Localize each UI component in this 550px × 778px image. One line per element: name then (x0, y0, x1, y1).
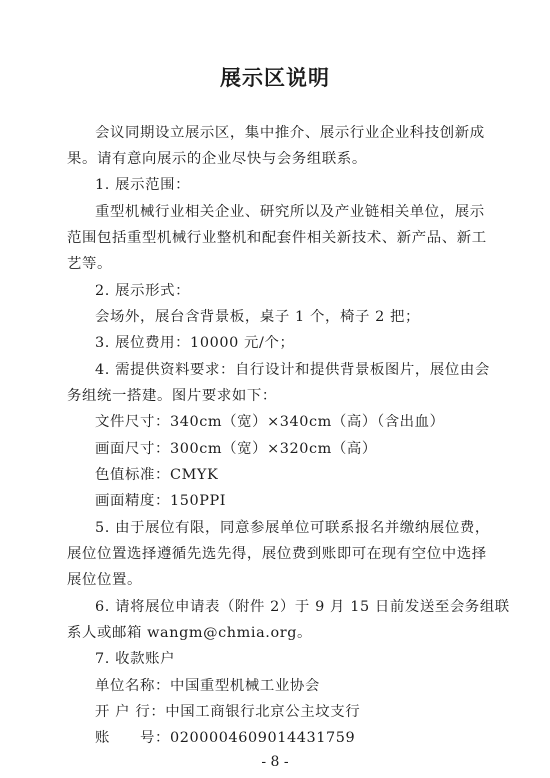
text-line: 7. 收款账户 (95, 651, 176, 667)
text-line: 画面精度：150PPI (95, 493, 227, 509)
text-line: 2. 展示形式： (95, 283, 191, 299)
text-line: 会议同期设立展示区，集中推介、展示行业企业科技创新成 (95, 125, 485, 141)
text-line: 3. 展位费用：10000 元/个； (95, 335, 295, 351)
text-line: 展位位置。 (67, 572, 142, 588)
text-line: 4. 需提供资料要求：自行设计和提供背景板图片，展位由会 (95, 362, 490, 378)
text-line: 账 号：0200004609014431759 (95, 730, 356, 746)
text-line: 单位名称：中国重型机械工业协会 (95, 678, 320, 694)
text-line: 艺等。 (67, 256, 112, 272)
document-title: 展示区说明 (220, 66, 330, 90)
text-line: 系人或邮箱 wangm@chmia.org。 (67, 625, 313, 641)
text-line: 色值标准：CMYK (95, 467, 219, 483)
text-line: 5. 由于展位有限，同意参展单位可联系报名并缴纳展位费， (95, 520, 490, 536)
text-line: 务组统一搭建。图片要求如下： (67, 388, 277, 404)
text-line: 画面尺寸：300cm（宽）×320cm（高） (95, 441, 377, 457)
text-line: 会场外，展台含背景板，桌子 1 个，椅子 2 把； (95, 309, 421, 325)
text-line: 展位位置选择遵循先选先得，展位费到账即可在现有空位中选择 (67, 546, 487, 562)
page-number: - 8 - (261, 754, 289, 770)
text-line: 1. 展示范围： (95, 177, 191, 193)
text-line: 6. 请将展位申请表（附件 2）于 9 月 15 日前发送至会务组联 (95, 599, 510, 615)
text-line: 范围包括重型机械行业整机和配套件相关新技术、新产品、新工 (67, 230, 487, 246)
text-line: 重型机械行业相关企业、研究所以及产业链相关单位，展示 (95, 204, 485, 220)
text-line: 开 户 行：中国工商银行北京公主坟支行 (95, 704, 361, 720)
text-line: 果。请有意向展示的企业尽快与会务组联系。 (67, 151, 367, 167)
text-line: 文件尺寸：340cm（宽）×340cm（高）（含出血） (95, 414, 445, 430)
